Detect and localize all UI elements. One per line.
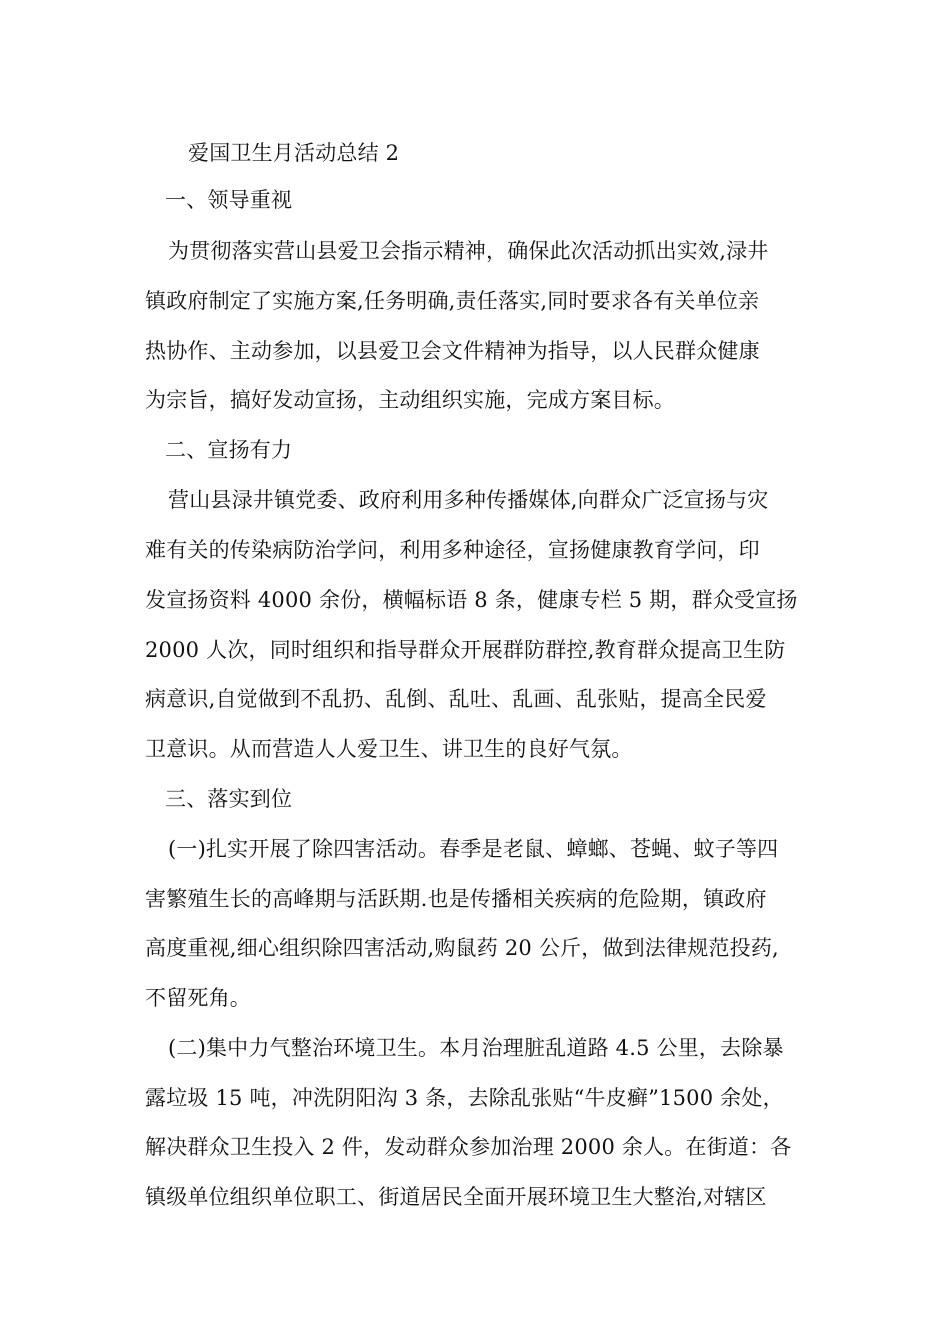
paragraph-line: (二)集中力气整治环境卫生。本月治理脏乱道路 4.5 公里，去除暴 — [168, 1036, 784, 1060]
paragraph-line: 病意识,自觉做到不乱扔、乱倒、乱吐、乱画、乱张贴，提高全民爱 — [145, 687, 767, 711]
paragraph-line: 露垃圾 15 吨，冲洗阴阳沟 3 条，去除乱张贴“牛皮癣”1500 余处， — [145, 1086, 784, 1110]
paragraph-line: 为宗旨，搞好发动宣扬，主动组织实施，完成方案目标。 — [145, 388, 675, 412]
paragraph-line: 难有关的传染病防治学问，利用多种途径，宣扬健康教育学问，印 — [145, 538, 760, 562]
paragraph-line: 卫意识。从而营造人人爱卫生、讲卫生的良好气氛。 — [145, 737, 633, 761]
paragraph-line: 镇政府制定了实施方案,任务明确,责任落实,同时要求各有关单位亲 — [145, 289, 760, 313]
paragraph-line: 高度重视,细心组织除四害活动,购鼠药 20 公斤，做到法律规范投药, — [145, 936, 779, 960]
paragraph-line: 营山县渌井镇党委、政府利用多种传播媒体,向群众广泛宣扬与灾 — [168, 488, 769, 512]
paragraph-line: 发宣扬资料 4000 余份，横幅标语 8 条，健康专栏 5 期，群众受宣扬 — [145, 588, 798, 612]
paragraph-line: 为贯彻落实营山县爱卫会指示精神，确保此次活动抓出实效,渌井 — [168, 239, 769, 263]
paragraph-line: 热协作、主动参加，以县爱卫会文件精神为指导，以人民群众健康 — [145, 339, 760, 363]
section-heading-1: 一、领导重视 — [165, 188, 293, 212]
paragraph-line: 害繁殖生长的高峰期与活跃期.也是传播相关疾病的危险期，镇政府 — [145, 887, 767, 911]
paragraph-line: 不留死角。 — [145, 986, 251, 1010]
paragraph-line: 解决群众卫生投入 2 件，发动群众参加治理 2000 余人。在街道：各 — [145, 1135, 792, 1159]
paragraph-line: (一)扎实开展了除四害活动。春季是老鼠、蟑螂、苍蝇、蚊子等四 — [168, 837, 779, 861]
section-heading-3: 三、落实到位 — [165, 787, 293, 811]
paragraph-line: 2000 人次，同时组织和指导群众开展群防群控,教育群众提高卫生防 — [145, 638, 786, 662]
paragraph-line: 镇级单位组织单位职工、街道居民全面开展环境卫生大整治,对辖区 — [145, 1185, 767, 1209]
document-title: 爱国卫生月活动总结 2 — [188, 141, 400, 165]
section-heading-2: 二、宣扬有力 — [165, 438, 293, 462]
